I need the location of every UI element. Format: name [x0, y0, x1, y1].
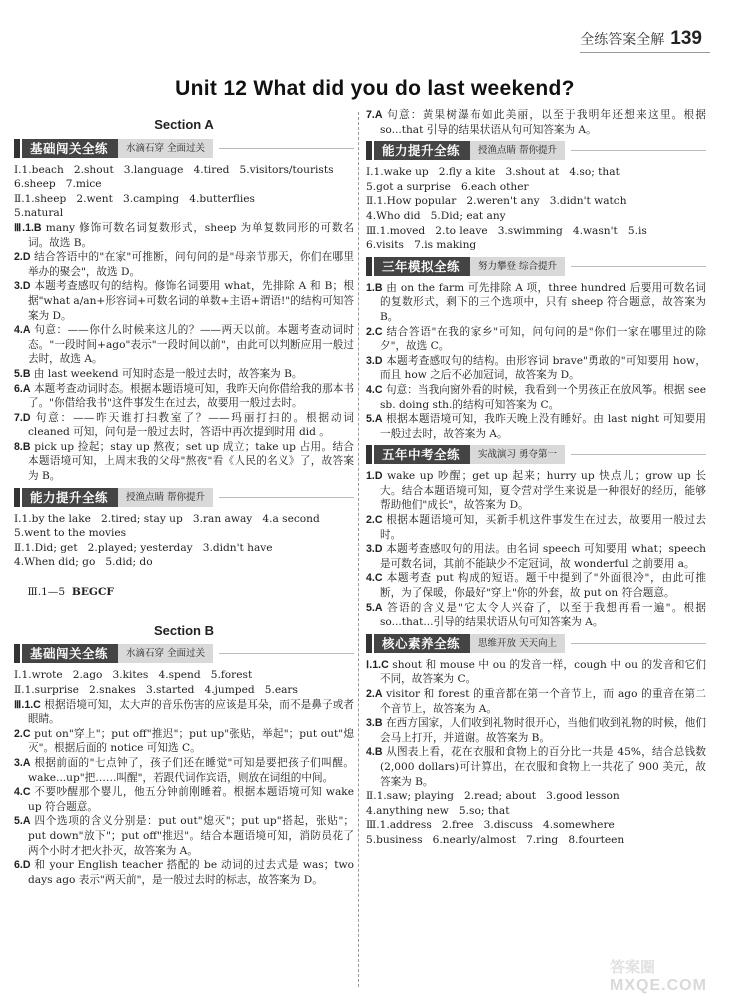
- item-explanation: 在西方国家，人们收到礼物时很开心，当他们收到礼物的时候，他们会马上打开，并道谢。故答案为 B。: [380, 717, 706, 744]
- item-number: 3.D: [14, 280, 31, 293]
- item-explanation: 本题考查 put 构成的短语。题干中提到了"外面很冷"，由此可推断，为了保暖，你最好"穿上"你的外套，故 put on 符合题意。: [380, 572, 706, 600]
- answer-item: [366, 412, 706, 441]
- answer-line: Ⅰ.1.by the lake 2.tired; stay up 3.ran away 4.a second: [14, 512, 320, 525]
- answer-line: Ⅲ.1.moved 2.to leave 3.swimming 4.wasn't 5.is: [366, 224, 647, 237]
- answer-items: [366, 281, 706, 442]
- band-rule: [219, 497, 354, 498]
- band-name: 三年模拟全练: [374, 257, 470, 276]
- answer-line: 5.went to the movies: [14, 527, 127, 540]
- item-number: 2.C: [366, 325, 383, 338]
- item-number: 7.D: [14, 411, 31, 424]
- band-tag: 水滴石穿 全面过关: [118, 644, 213, 663]
- item-explanation: 句意：——昨天谁打扫教室了？——玛丽打扫的。根据动词 cleaned 可知，问句是一般过去时，答语中再次提到时用 did 。: [28, 411, 354, 439]
- item-explanation: 本题考查感叹句的结构。修饰名词要用 what，先排除 A 和 B；根据"what a/an+形容词+可数名词的单数+主语+谓语!"的结构可知答案为 D。: [28, 280, 354, 322]
- item-explanation: shout 和 mouse 中 ou 的发音一样，cough 中 ou 的发音和它们不同，故答案为 C。: [380, 658, 706, 686]
- item-number: 6.D: [14, 859, 31, 872]
- answer-line: 5.natural: [14, 207, 64, 220]
- item-explanation: 从图表上看，花在衣服和食物上的百分比一共是 45%，结合总钱数(2,000 dollars)可计算出，在衣服和食物上一共花了 900 美元，故答案为 B。: [380, 746, 706, 788]
- answer-line: [14, 570, 354, 614]
- item-number: 2.C: [366, 514, 383, 527]
- answer-line: 5.business 6.nearly/almost 7.ring 8.fourteen: [366, 833, 625, 846]
- item-explanation: 和 your English teacher 搭配的 be 动词的过去式是 was；two days ago 表示"两天前"，是一般过去时的标志，故答案为 D。: [28, 859, 354, 886]
- item-number: Ⅲ.1.C: [14, 698, 41, 711]
- column-divider: [358, 112, 359, 987]
- item-explanation: pick up 捡起；stay up 熬夜；set up 成立；take up 占用。结合本题语境可知，上周末我的父母"熬夜"看《人民的名义》了，故答案为 B。: [28, 440, 354, 483]
- answer-items: [366, 108, 706, 137]
- band-rule: [571, 150, 706, 151]
- answer-item: [14, 814, 354, 858]
- item-explanation: 根据本题语境可知，买新手机这件事发生在过去，故要用一般过去时。: [380, 514, 706, 541]
- band-tag: 思维开放 天天向上: [470, 634, 565, 653]
- section-a-title: Section A: [154, 117, 214, 132]
- answer-item: [366, 542, 706, 571]
- band-three-years: [366, 257, 706, 276]
- item-number: 8.B: [14, 440, 31, 453]
- answer-item: [366, 108, 706, 137]
- band-tag: 实战演习 勇夺第一: [470, 445, 565, 464]
- band-name: 基础闯关全练: [22, 644, 118, 663]
- band-tag: 授渔点睛 帮你提升: [118, 488, 213, 507]
- answer-line: Ⅱ.1.How popular 2.weren't any 3.didn't watch: [366, 195, 627, 208]
- answer-prefix: Ⅲ.1—5: [27, 585, 72, 598]
- band-tag: 授渔点睛 帮你提升: [470, 141, 565, 160]
- answer-item: [366, 571, 706, 600]
- item-explanation: 不要吵醒那个婴儿，他五分钟前刚睡着。根据本题语境可知 wake up 符合题意。: [28, 786, 354, 813]
- item-number: Ⅰ.1.C: [366, 658, 389, 671]
- answer-line: 4.anything new 5.so; that: [366, 804, 510, 817]
- answer-item: [14, 323, 354, 367]
- section-b-title: Section B: [154, 622, 214, 638]
- item-number: 4.B: [366, 746, 383, 759]
- item-explanation: 根据语境可知，太大声的音乐伤害的应该是耳朵，而不是鼻子或者眼睛。: [28, 698, 354, 726]
- item-number: 4.C: [14, 786, 31, 799]
- unit-title: Unit 12 What did you do last weekend?: [175, 77, 575, 100]
- band-basic-b: [14, 644, 354, 663]
- item-explanation: 句意：——你什么时候来这儿的？——两天以前。本题考查动词时态。"一段时间+ago"表示"一段时间以前"，由此可以判断应用一般过去时，故选 A。: [28, 324, 354, 366]
- item-number: 5.A: [366, 413, 383, 426]
- band-five-years: [366, 445, 706, 464]
- watermark-logo: 答案圈: [610, 958, 656, 976]
- page-number: 139: [670, 28, 702, 49]
- answer-item: [14, 221, 354, 250]
- item-explanation: 答语的含义是"它太令人兴奋了，以至于我想再看一遍"。根据 so...that...引导的结果状语从句可知答案为 A。: [380, 601, 706, 629]
- answer-item: [366, 658, 706, 687]
- item-number: 4.C: [366, 572, 383, 585]
- band-ability-a: [14, 488, 354, 507]
- band-marker: [366, 445, 372, 464]
- answer-item: [366, 513, 706, 542]
- answer-items: [14, 698, 354, 888]
- answer-item: [14, 727, 354, 756]
- item-explanation: 由 on the farm 可先排除 A 项，three hundred 后要用可数名词的复数形式，剩下的三个选项中，只有 sheep 符合题意，故答案为 B。: [380, 281, 706, 323]
- band-rule: [571, 454, 706, 455]
- answer-item: [14, 440, 354, 484]
- answer-lines: [14, 163, 354, 221]
- item-explanation: put on"穿上"；put off"推迟"；put up"张贴，举起"；put out"熄灭"。根据后面的 notice 可知选 C。: [28, 727, 354, 755]
- answer-item: [14, 698, 354, 727]
- item-number: 2.C: [14, 727, 31, 740]
- answer-line: Ⅰ.1.beach 2.shout 3.language 4.tired 5.visitors/tourists: [14, 163, 334, 176]
- item-number: 4.A: [14, 324, 31, 337]
- band-tag: 水滴石穿 全面过关: [118, 139, 213, 158]
- item-explanation: 句意：黄果树瀑布如此美丽，以至于我明年还想来这里。根据 so...that 引导的结果状语从句可知答案为 A。: [380, 109, 706, 136]
- answer-line: Ⅲ.1.address 2.free 3.discuss 4.somewhere: [366, 819, 615, 832]
- item-explanation: many 修饰可数名词复数形式，sheep 为单复数同形的可数名词。故选 B。: [28, 221, 355, 249]
- item-explanation: 结合答语"在我的家乡"可知，问句问的是"你们一家在哪里过的除夕"，故选 C。: [380, 325, 706, 353]
- band-core: [366, 634, 706, 653]
- band-rule: [571, 643, 706, 644]
- band-name: 五年中考全练: [374, 445, 470, 464]
- answer-line: Ⅱ.1.Did; get 2.played; yesterday 3.didn't have: [14, 541, 273, 554]
- answer-line: 6.sheep 7.mice: [14, 178, 102, 191]
- item-explanation: wake up 吵醒；get up 起来；hurry up 快点儿；grow up 长大。结合本题语境可知，夏令营对学生来说是一种很好的经历，能够帮助他们"成长"，故答案为 D。: [380, 470, 706, 512]
- item-number: 1.B: [366, 281, 383, 294]
- answer-item: [14, 858, 354, 887]
- band-marker: [14, 488, 20, 507]
- band-rule: [571, 266, 706, 267]
- header-rule: [580, 52, 710, 53]
- answer-item: [14, 785, 354, 814]
- item-explanation: 根据前面的"七点钟了，孩子们还在睡觉"可知是要把孩子们叫醒。wake...up"把……叫醒"，若跟代词作宾语，则放在词组的中间。: [28, 756, 354, 784]
- right-column: [366, 108, 706, 848]
- answer-item: [366, 325, 706, 354]
- band-name: 基础闯关全练: [22, 139, 118, 158]
- answer-line: Ⅱ.1.sheep 2.went 3.camping 4.butterflies: [14, 192, 255, 205]
- band-marker: [366, 141, 372, 160]
- item-number: 3.D: [366, 354, 383, 367]
- band-name: 能力提升全练: [374, 141, 470, 160]
- answer-bold: BEGCF: [71, 585, 114, 598]
- item-explanation: 本题考查感叹句的用法。由名词 speech 可知要用 what；speech 是可数名词，其前不能缺少不定冠词，故 wonderful 之前要用 a。: [380, 543, 706, 570]
- header-title: 全练答案全解: [580, 32, 665, 48]
- item-number: 2.A: [366, 688, 383, 700]
- item-number: Ⅲ.1.B: [14, 221, 42, 234]
- band-name: 核心素养全练: [374, 634, 470, 653]
- answer-item: [366, 469, 706, 513]
- item-explanation: 由 last weekend 可知时态是一般过去时，故答案为 B。: [30, 367, 303, 380]
- item-number: 6.A: [14, 382, 31, 395]
- item-explanation: 结合答语中的"在家"可推断，问句问的是"母亲节那天，你们在哪里举办的聚会"，故选 D。: [28, 251, 354, 278]
- answer-lines: [14, 512, 354, 570]
- answer-line: 4.Who did 5.Did; eat any: [366, 209, 506, 222]
- band-marker: [366, 257, 372, 276]
- answer-line: Ⅱ.1.surprise 2.snakes 3.started 4.jumped 5.ears: [14, 684, 298, 696]
- answer-line: 4.When did; go 5.did; do: [14, 556, 153, 569]
- item-explanation: 本题考查动词时态。根据本题语境可知，我昨天向你借给我的那本书了。"你借给我书"这件事发生在过去，故要用一般过去时。: [28, 382, 354, 410]
- item-explanation: 句意：当我向窗外看的时候，我看到一个男孩正在放风筝。根据 see sb. doing sth.的结构可知答案为 C。: [380, 383, 706, 411]
- band-marker: [14, 139, 20, 158]
- item-number: 4.C: [366, 383, 383, 396]
- answer-lines: [366, 165, 706, 253]
- left-column: [14, 118, 354, 887]
- item-number: 1.D: [366, 470, 383, 483]
- band-marker: [14, 644, 20, 663]
- answer-item: [14, 411, 354, 440]
- answer-items: [366, 658, 706, 789]
- item-explanation: 根据本题语境可知，我昨天晚上没有睡好。由 last night 可知要用一般过去时，故答案为 A。: [380, 413, 706, 440]
- answer-line: Ⅱ.1.saw; playing 2.read; about 3.good lesson: [366, 790, 620, 803]
- item-number: 7.A: [366, 109, 383, 121]
- item-number: 2.D: [14, 251, 31, 264]
- item-explanation: visitor 和 forest 的重音都在第一个音节上，而 ago 的重音在第二个音节上，故答案为 A。: [380, 688, 706, 715]
- answer-lines: [366, 789, 706, 847]
- answer-item: [14, 250, 354, 279]
- answer-item: [366, 687, 706, 716]
- answer-items: [366, 469, 706, 630]
- answer-item: [366, 354, 706, 383]
- band-rule: [219, 653, 354, 654]
- answer-item: [366, 745, 706, 789]
- band-rule: [219, 148, 354, 149]
- watermark: [610, 956, 740, 994]
- answer-line: 6.visits 7.is making: [366, 239, 477, 252]
- answer-item: [14, 382, 354, 411]
- item-number: 3.A: [14, 756, 31, 769]
- item-number: 3.B: [366, 717, 383, 730]
- answer-lines: [14, 668, 354, 697]
- item-explanation: 本题考查感叹句的结构。由形容词 brave"勇敢的"可知要用 how，而且 how 之后不必加冠词，故答案为 D。: [380, 354, 706, 382]
- band-tag: 努力攀登 综合提升: [470, 257, 565, 276]
- answer-item: [366, 716, 706, 745]
- item-number: 3.D: [366, 543, 383, 556]
- answer-item: [366, 601, 706, 630]
- page-header: [580, 28, 702, 50]
- item-number: 5.A: [14, 815, 31, 828]
- answer-line: Ⅰ.1.wake up 2.fly a kite 3.shout at 4.so; that: [366, 166, 620, 179]
- answer-line: 5.got a surprise 6.each other: [366, 180, 529, 193]
- band-name: 能力提升全练: [22, 488, 118, 507]
- band-basic-a: [14, 139, 354, 158]
- answer-item: [366, 383, 706, 412]
- item-explanation: 四个选项的含义分别是：put out"熄灭"；put up"搭起，张贴"；put down"放下"；put off"推迟"。结合本题语境可知，消防员花了两个小时才把火扑灭，故答案为 A。: [28, 815, 354, 857]
- answer-item: [14, 279, 354, 323]
- answer-item: [366, 281, 706, 325]
- item-number: 5.A: [366, 601, 383, 614]
- watermark-text: MXQE.COM: [610, 977, 707, 994]
- answer-line: Ⅰ.1.wrote 2.ago 3.kites 4.spend 5.forest: [14, 669, 253, 682]
- band-marker: [366, 634, 372, 653]
- answer-items: [14, 221, 354, 484]
- answer-item: [14, 756, 354, 785]
- band-ability-b: [366, 141, 706, 160]
- answer-item: [14, 367, 354, 382]
- item-number: 5.B: [14, 367, 31, 380]
